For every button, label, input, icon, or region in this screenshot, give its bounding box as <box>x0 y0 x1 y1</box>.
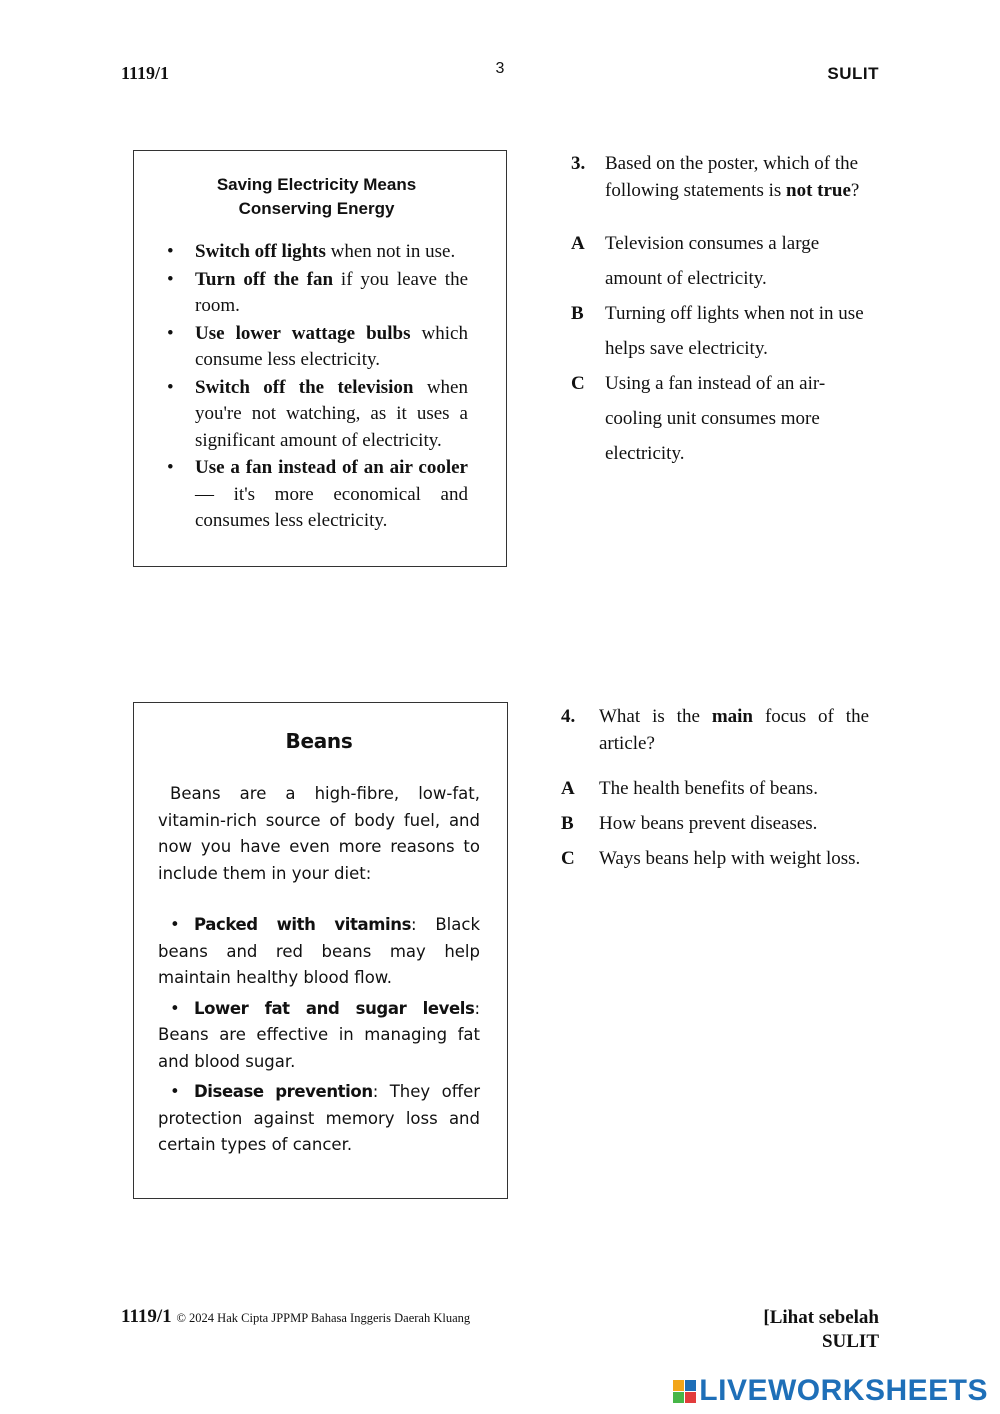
footer-paper-code: 1119/1 <box>121 1306 172 1327</box>
option-letter: A <box>571 233 585 254</box>
liveworksheets-logo-icon <box>673 1380 696 1403</box>
page-number: 3 <box>495 60 505 77</box>
article-point: • Lower fat and sugar levels: Beans are effective in managing fat and blood sugar. <box>158 998 480 1071</box>
footer-copyright: © 2024 Hak Cipta JPPMP Bahasa Inggeris Daerah Kluang <box>176 1311 471 1325</box>
question-3 <box>571 151 871 204</box>
question-number: 3. <box>571 153 586 174</box>
option-text: Turning off lights when not in use helps save electricity. <box>605 303 864 359</box>
poster-box <box>133 150 507 567</box>
poster-list <box>165 239 468 535</box>
option-letter: C <box>561 848 575 869</box>
turn-over-note: [Lihat sebelah <box>763 1307 879 1328</box>
option-letter: B <box>561 813 574 834</box>
footer-left <box>121 1306 470 1328</box>
question-4 <box>561 704 869 757</box>
article-box <box>133 702 508 1199</box>
option-c[interactable] <box>561 841 869 876</box>
liveworksheets-watermark[interactable] <box>673 1374 988 1408</box>
poster-title: Saving Electricity Means Conserving Energy <box>216 175 417 218</box>
question-stem: What is the main focus of the article? <box>599 706 869 754</box>
poster-item: • Switch off lights when not in use. <box>165 239 468 266</box>
option-a[interactable] <box>561 771 869 806</box>
poster-item: • Use lower wattage bulbs which consume less electricity. <box>165 321 468 374</box>
option-text: Using a fan instead of an air-cooling unit consumes more electricity. <box>605 373 826 464</box>
option-text: Ways beans help with weight loss. <box>599 848 861 869</box>
footer-right <box>763 1306 879 1354</box>
option-text: How beans prevent diseases. <box>599 813 818 834</box>
footer-classification: SULIT <box>821 1331 879 1352</box>
option-c[interactable] <box>571 366 871 471</box>
article-intro: Beans are a high-fibre, low-fat, vitamin-rich source of body fuel, and now you have even more reasons to include them in your diet: <box>158 784 480 883</box>
article-point: • Packed with vitamins: Black beans and red beans may help maintain healthy blood flow. <box>158 915 481 987</box>
option-letter: C <box>571 373 585 394</box>
option-letter: B <box>571 303 584 324</box>
option-b[interactable] <box>561 806 869 841</box>
option-text: Television consumes a large amount of electricity. <box>605 233 820 289</box>
poster-item: • Use a fan instead of an air cooler — it's more economical and consumes less electricity. <box>165 455 468 535</box>
article-point: • Disease prevention: They offer protection against memory loss and certain types of cancer. <box>158 1082 481 1154</box>
watermark-text: LIVEWORKSHEETS <box>699 1374 988 1407</box>
poster-item: • Switch off the television when you're not watching, as it uses a significant amount of electricity. <box>165 375 468 455</box>
option-text: The health benefits of beans. <box>599 778 818 799</box>
question-4-options <box>561 771 869 876</box>
option-letter: A <box>561 778 575 799</box>
question-number: 4. <box>561 706 576 727</box>
poster-item: • Turn off the fan if you leave the room. <box>165 267 468 320</box>
article-title: Beans <box>285 729 353 753</box>
option-b[interactable] <box>571 296 871 366</box>
header-paper-code: 1119/1 <box>121 63 170 83</box>
question-3-options <box>571 226 871 471</box>
question-stem: Based on the poster, which of the following statements is not true? <box>605 153 860 201</box>
option-a[interactable] <box>571 226 871 296</box>
header-classification: SULIT <box>827 64 879 83</box>
